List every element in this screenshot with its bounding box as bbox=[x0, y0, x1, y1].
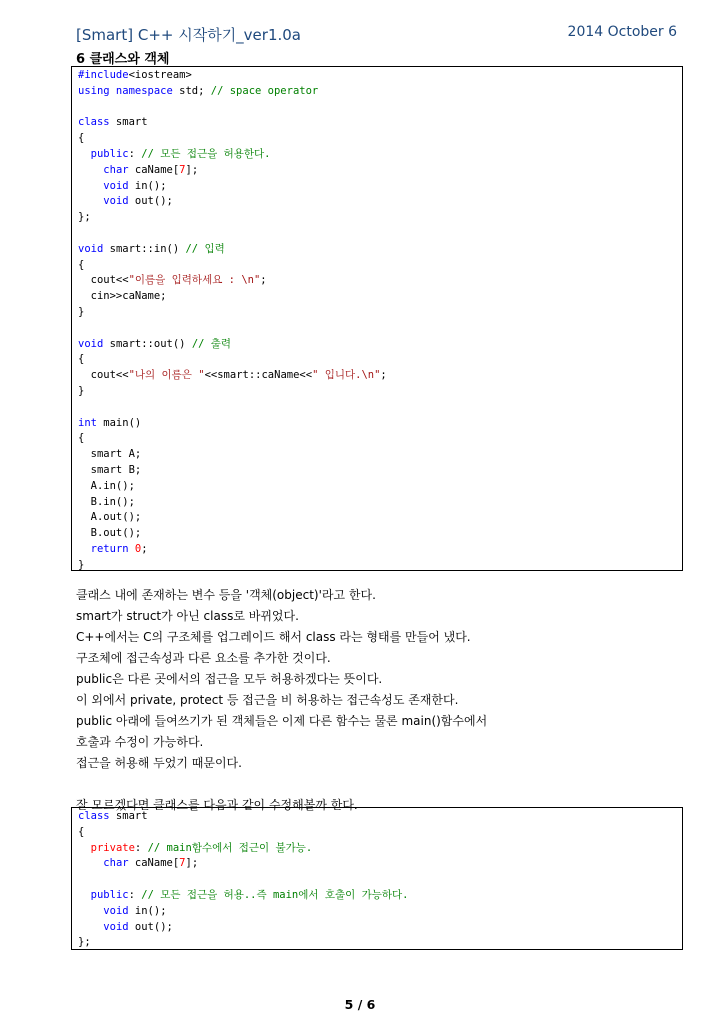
code-token: cout<< bbox=[78, 274, 129, 287]
code-token: // main함수에서 접근이 불가능. bbox=[147, 841, 313, 854]
code-token: ]; bbox=[185, 857, 199, 870]
code-line bbox=[72, 841, 682, 857]
code-token: B.out(); bbox=[78, 527, 142, 540]
code-token: // space operator bbox=[210, 84, 319, 97]
paragraph-line: 클래스 내에 존재하는 변수 등을 '객체(object)'라고 한다. bbox=[76, 588, 376, 602]
code-token: "이름을 입력하세요 : \n" bbox=[128, 274, 261, 287]
code-token: { bbox=[78, 132, 85, 145]
code-line bbox=[72, 321, 682, 337]
paragraph-line: smart가 struct가 아닌 class로 바뀌었다. bbox=[76, 609, 299, 623]
code-token: : bbox=[134, 841, 148, 854]
document-header-title: [Smart] C++ 시작하기_ver1.0a bbox=[76, 26, 302, 44]
code-token: char bbox=[103, 163, 129, 176]
code-token: smart::in() bbox=[103, 242, 186, 255]
code-token: }; bbox=[78, 211, 91, 224]
paragraph-line: public 아래에 들여쓰기가 된 객체들은 이제 다른 함수는 물론 main()함수에서 bbox=[76, 714, 488, 728]
code-token: public bbox=[90, 147, 129, 160]
code-token: cin>>caName; bbox=[78, 290, 167, 303]
paragraph-line: 이 외에서 private, protect 등 접근을 비 허용하는 접근속성도 존재한다. bbox=[76, 693, 459, 707]
code-token: void bbox=[103, 904, 129, 917]
code-token: { bbox=[78, 825, 85, 838]
code-token: caName[ bbox=[128, 163, 180, 176]
code-token: { bbox=[78, 432, 85, 445]
code-line bbox=[72, 384, 682, 400]
code-token bbox=[78, 195, 103, 207]
code-line bbox=[72, 179, 682, 195]
code-token: char bbox=[103, 857, 129, 870]
paragraph-line: 접근을 허용해 두었기 때문이다. bbox=[76, 756, 242, 770]
code-token: #include bbox=[78, 69, 129, 81]
code-token bbox=[78, 921, 103, 933]
code-token bbox=[78, 180, 103, 192]
code-line bbox=[72, 495, 682, 511]
code-token: // 모든 접근을 허용..즉 main에서 호출이 가능하다. bbox=[141, 888, 409, 901]
paragraph-line: 잘 모르겠다면 클래스를 다음과 같이 수정해볼까 한다. bbox=[76, 798, 358, 812]
code-token bbox=[78, 148, 91, 160]
paragraph-line: 호출과 수정이 가능하다. bbox=[76, 735, 204, 749]
code-line bbox=[72, 131, 682, 147]
code-token: ; bbox=[380, 369, 387, 382]
code-token: out(); bbox=[128, 195, 173, 208]
paragraph-line: public은 다른 곳에서의 접근을 모두 허용하겠다는 뜻이다. bbox=[76, 672, 383, 686]
code-token: in(); bbox=[128, 179, 167, 192]
code-token: class bbox=[78, 116, 110, 129]
code-line bbox=[72, 100, 682, 116]
code-token: in(); bbox=[128, 904, 167, 917]
code-token: caName[ bbox=[128, 857, 180, 870]
code-token bbox=[78, 857, 103, 869]
code-line bbox=[72, 558, 682, 574]
paragraph-line bbox=[76, 774, 676, 795]
code-token: <iostream> bbox=[128, 69, 192, 81]
code-line bbox=[72, 904, 682, 920]
code-token: void bbox=[103, 920, 129, 933]
code-line bbox=[72, 542, 682, 558]
code-token: ; bbox=[141, 542, 148, 555]
code-line bbox=[72, 526, 682, 542]
code-token: void bbox=[78, 242, 104, 255]
code-line bbox=[72, 258, 682, 274]
code-token: B.in(); bbox=[78, 495, 135, 508]
code-token: <<smart::caName<< bbox=[204, 369, 313, 382]
code-token bbox=[78, 905, 103, 917]
code-token: " 입니다.\n" bbox=[312, 369, 381, 382]
code-token: std; bbox=[172, 84, 211, 97]
code-line bbox=[72, 935, 682, 951]
code-token: 0 bbox=[134, 542, 142, 555]
code-line bbox=[72, 463, 682, 479]
code-token: : bbox=[128, 147, 142, 160]
code-line bbox=[72, 856, 682, 872]
code-line bbox=[72, 242, 682, 258]
code-token: { bbox=[78, 353, 85, 366]
code-line bbox=[72, 809, 682, 825]
paragraph-line: 구조체에 접근속성과 다른 요소를 추가한 것이다. bbox=[76, 651, 331, 665]
code-token bbox=[78, 889, 91, 901]
code-token: ]; bbox=[185, 163, 199, 176]
code-token: void bbox=[103, 195, 129, 208]
code-line bbox=[72, 84, 682, 100]
code-line bbox=[72, 147, 682, 163]
page-number: 5 / 6 bbox=[344, 997, 376, 1012]
code-token: // 모든 접근을 허용한다. bbox=[141, 147, 271, 160]
code-line bbox=[72, 888, 682, 904]
code-line bbox=[72, 825, 682, 841]
code-line bbox=[72, 337, 682, 353]
section-title: 6 클래스와 객체 bbox=[76, 52, 170, 67]
code-token: void bbox=[103, 179, 129, 192]
code-line bbox=[72, 510, 682, 526]
code-token: public bbox=[90, 888, 129, 901]
code-token bbox=[78, 164, 103, 176]
code-token: smart B; bbox=[78, 463, 142, 476]
code-line bbox=[72, 920, 682, 936]
code-token: { bbox=[78, 258, 85, 271]
code-token: smart bbox=[109, 116, 148, 129]
code-line bbox=[72, 273, 682, 289]
code-token: return bbox=[90, 542, 129, 555]
code-token bbox=[78, 543, 91, 555]
code-token: int bbox=[78, 416, 97, 429]
code-token: A.out(); bbox=[78, 511, 142, 524]
code-token bbox=[78, 842, 91, 854]
code-token: }; bbox=[78, 936, 91, 949]
code-block-2 bbox=[71, 807, 683, 950]
code-block-1 bbox=[71, 66, 683, 571]
code-token: main() bbox=[96, 416, 142, 429]
code-token: "나의 이름은 " bbox=[128, 369, 205, 382]
code-line bbox=[72, 68, 682, 84]
code-token: 7 bbox=[179, 163, 186, 176]
code-token: class bbox=[78, 810, 110, 822]
code-line bbox=[72, 115, 682, 131]
code-token: ; bbox=[260, 274, 267, 287]
code-line bbox=[72, 352, 682, 368]
body-text bbox=[76, 585, 676, 816]
code-token: using namespace bbox=[78, 84, 173, 97]
paragraph-line: C++에서는 C의 구조체를 업그레이드 해서 class 라는 형태를 만들어 냈다. bbox=[76, 630, 471, 644]
code-line bbox=[72, 226, 682, 242]
code-token: } bbox=[78, 384, 85, 397]
code-token: out(); bbox=[128, 920, 173, 933]
code-line bbox=[72, 416, 682, 432]
code-token: : bbox=[128, 888, 142, 901]
code-token: smart A; bbox=[78, 448, 142, 461]
code-token: smart::out() bbox=[103, 337, 192, 350]
code-line bbox=[72, 163, 682, 179]
code-token: 7 bbox=[179, 857, 186, 870]
code-line bbox=[72, 447, 682, 463]
code-token: private bbox=[90, 841, 135, 854]
code-token: smart bbox=[109, 810, 148, 822]
code-token: A.in(); bbox=[78, 479, 135, 492]
code-token: void bbox=[78, 337, 104, 350]
code-line bbox=[72, 479, 682, 495]
code-token: cout<< bbox=[78, 369, 129, 382]
code-token: } bbox=[78, 558, 85, 571]
code-line bbox=[72, 400, 682, 416]
code-line bbox=[72, 210, 682, 226]
code-line bbox=[72, 194, 682, 210]
code-token: } bbox=[78, 305, 85, 318]
code-line bbox=[72, 368, 682, 384]
code-token: // 출력 bbox=[191, 337, 232, 350]
code-token: // 입력 bbox=[185, 242, 225, 255]
code-line bbox=[72, 305, 682, 321]
code-line bbox=[72, 872, 682, 888]
code-line bbox=[72, 431, 682, 447]
code-line bbox=[72, 289, 682, 305]
document-header-date: 2014 October 6 bbox=[567, 24, 677, 40]
